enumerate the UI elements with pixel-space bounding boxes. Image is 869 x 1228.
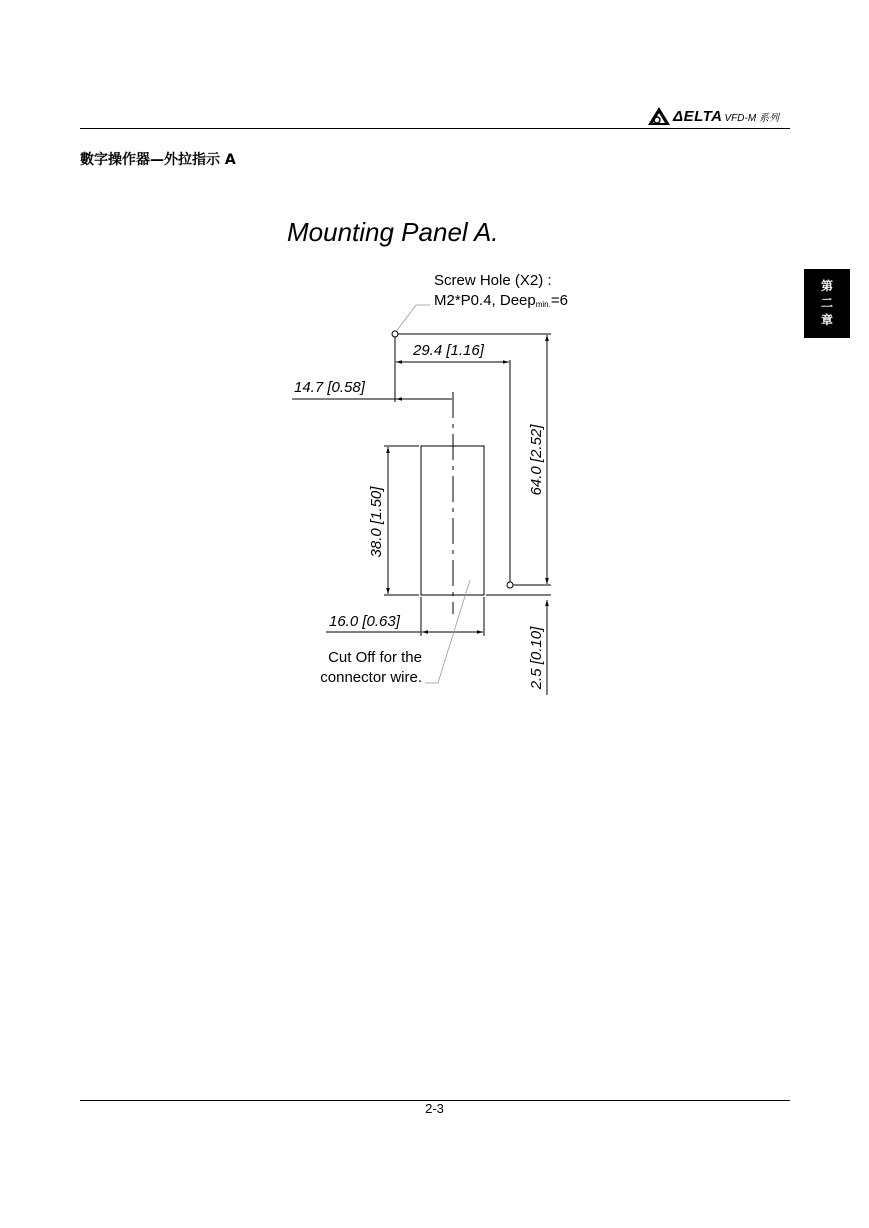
- chapter-tab-char: 第: [820, 279, 833, 293]
- brand-name: ΔELTA: [673, 107, 723, 125]
- screw-note-line2: M2*P0.4, Deepmin.=6: [434, 292, 568, 309]
- screw-hole-top: [392, 331, 398, 337]
- screw-note-line1: Screw Hole (X2) :: [434, 272, 552, 289]
- cutout-width-label: 16.0 [0.63]: [329, 613, 400, 630]
- chapter-tab-char: 二: [820, 296, 833, 310]
- cutoff-note-line2: connector wire.: [320, 669, 422, 686]
- chapter-tab-char: 章: [820, 313, 833, 327]
- page-number: 2-3: [425, 1101, 444, 1116]
- screw-hole-bottom: [507, 582, 513, 588]
- bottom-offset-label: 2.5 [0.10]: [528, 626, 545, 690]
- series-label: VFD-M 系列: [724, 112, 779, 124]
- cutoff-note-line1: Cut Off for the: [328, 649, 422, 666]
- half-offset-label: 14.7 [0.58]: [294, 379, 365, 396]
- cutout-height-label: 38.0 [1.50]: [368, 486, 385, 558]
- hole-spacing-label: 29.4 [1.16]: [413, 342, 484, 359]
- screw-note-leader: [395, 305, 430, 333]
- section-title: 數字操作器—外拉指示 A: [80, 152, 236, 168]
- total-height-label: 64.0 [2.52]: [528, 424, 545, 496]
- drawing-title: Mounting Panel A.: [287, 217, 499, 247]
